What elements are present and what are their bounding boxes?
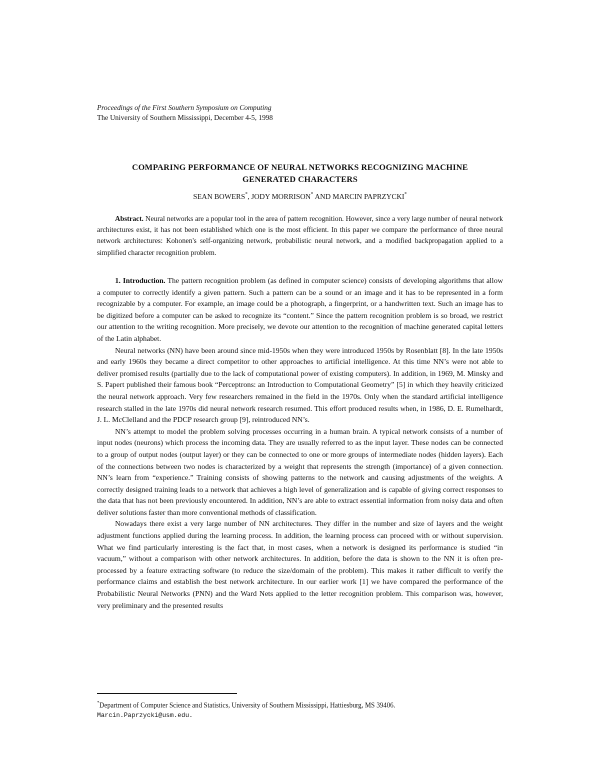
section-introduction (97, 275, 503, 611)
paper-title (97, 162, 503, 186)
author-2: JODY MORRISON (251, 192, 311, 201)
paragraph-text: The pattern recognition problem (as defined in computer science) consists of developing algorithms that allow a computer to correctly identify a given pattern. Such a pattern can be a sound or an image and it has to be represented in a form recognizable by a computer. For example, an image could be a photograph, a fingerprint, or a handwritten text. Such an image has to be digitized before a computer can be asked to recognize its “content.” Since the pattern recognition problem is so broad, we restrict our attention to the writing recognition. More precisely, we devote our attention to the recognition of machine generated capital letters of the Latin alphabet. (97, 276, 503, 343)
footnote (97, 698, 517, 720)
paragraph: Nowadays there exist a very large number of NN architectures. They differ in the number and size of layers and the weight adjustment functions applied during the learning process. In addition, the learning process can proceed with or without supervision. What we find particularly interesting is the fact that, in most cases, when a network is designed its performance is studied “in vacuum,” without a comparison with other network architectures. In addition, before the data is shown to the NN it is often pre-processed by a feature extracting software (to reduce the size/domain of the problem). This makes it rather difficult to verify the performance claims and establish the best network architecture. In our earlier work [1] we have compared the performance of the Probabilistic Neural Networks (PNN) and the Ward Nets applied to the letter recognition problem. This comparison was, however, very preliminary and the presented results (97, 519, 503, 610)
author-list (97, 192, 503, 201)
author-1: SEAN BOWERS (193, 192, 246, 201)
abstract-text: Neural networks are a popular tool in the area of pattern recognition. However, since a very large number of neural network architectures exist, it has not been established which one is the most efficient. In this paper we compare the performance of three neural network architectures: Kohonen's self-organizing network, probabilistic neural network, and a modified backpropagation applied to a simplified character recognition problem. (97, 215, 503, 257)
proceedings-institution: The University of Southern Mississippi, December 4-5, 1998 (97, 114, 273, 122)
proceedings-title: Proceedings of the First Southern Symposium on Computing (97, 104, 272, 112)
paragraph (97, 275, 503, 345)
footnote-email: Marcin.Paprzycki@usm.edu. (97, 711, 193, 719)
proceedings-header (97, 103, 273, 123)
paper-title-line-2: GENERATED CHARACTERS (242, 175, 358, 184)
author-separator-1: , (247, 192, 252, 201)
paper-title-line-1: COMPARING PERFORMANCE OF NEURAL NETWORKS RECOGNIZING MACHINE (132, 163, 468, 172)
footnote-rule (97, 693, 237, 694)
abstract-heading: Abstract. (115, 215, 144, 223)
author-2-marker: * (310, 192, 314, 198)
author-3: MARCIN PAPRZYCKI (332, 192, 405, 201)
abstract (97, 214, 503, 259)
author-3-marker: * (404, 192, 407, 198)
paragraph: Neural networks (NN) have been around since mid-1950s when they were introduced 1950s by Rosenblatt [8]. In the late 1950s and early 1960s they became a direct competitor to other approaches to artificial intelligence. At this time NN’s were not able to deliver promised results (partially due to the lack of computational power of existing computers). In addition, in 1969, M. Minsky and S. Papert published their famous book “Perceptrons: an Introduction to Computational Geometry” [5] in which they heavily criticized the neural network approach. Very few researchers remained in the field in the 1970s. Only when the standard artificial intelligence research stalled in the late 1970s did neural network research resumed. This effort produced results when, in 1986, D. E. Rumelhardt, J. L. McClelland and the PDCP research group [9], reintroduced NN’s. (97, 345, 503, 425)
author-separator-2: AND (313, 192, 333, 201)
section-heading: 1. Introduction. (115, 276, 166, 285)
paragraph: NN’s attempt to model the problem solving processes occurring in a human brain. A typical network consists of a number of input nodes (neurons) which process the incoming data. They are usually referred to as the input layer. These nodes can be connected to a group of output nodes (output layer) or they can be connected to one or more groups of intermediate nodes (hidden layers). Each of the connections between two nodes is characterized by a weight that represents the strength (importance) of a given connection. NN’s learn from “experience.” Training consists of showing patterns to the network and causing adjustments of the weights. A correctly designed training leads to a network that achieves a high level of generalization and is capable of giving correct responses to the data that has not been previously encountered. In addition, NN’s are able to extract essential information from noisy data and often deliver solutions faster than more conventional methods of classification. (97, 426, 503, 517)
footnote-text: Department of Computer Science and Statistics, University of Southern Mississippi, Hattiesburg, MS 39406. (99, 702, 396, 710)
footnote-marker: * (97, 700, 100, 705)
author-1-marker: * (245, 192, 248, 198)
